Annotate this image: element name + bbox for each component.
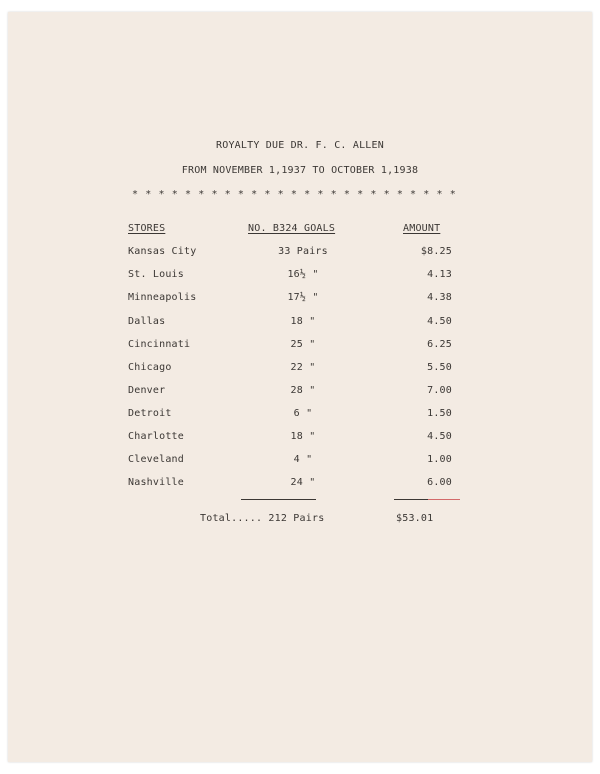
royalty-amount: 1.00 (427, 454, 452, 465)
total-label: Total..... 212 Pairs (200, 513, 325, 524)
star-divider: * * * * * * * * * * * * * * * * * * * * * * * * * (132, 189, 457, 200)
royalty-amount: 6.25 (427, 339, 452, 350)
goal-quantity: 28 " (290, 385, 316, 396)
royalty-amount: 4.13 (427, 269, 452, 280)
store-name: St. Louis (128, 269, 184, 280)
royalty-amount: 4.50 (427, 431, 452, 442)
store-name: Detroit (128, 408, 172, 419)
store-name: Cleveland (128, 454, 184, 465)
total-amount: $53.01 (396, 513, 434, 524)
goal-quantity: 4 " (293, 454, 313, 465)
store-name: Nashville (128, 477, 184, 488)
royalty-amount: 6.00 (427, 477, 452, 488)
royalty-amount: 4.38 (427, 292, 452, 303)
goal-quantity: 18 " (290, 316, 316, 327)
goal-quantity: 17½ " (287, 292, 319, 303)
store-name: Cincinnati (128, 339, 191, 350)
quantity-total-rule (241, 499, 316, 500)
royalty-amount: 4.50 (427, 316, 452, 327)
document-title: ROYALTY DUE DR. F. C. ALLEN (216, 140, 384, 151)
goal-quantity: 16½ " (287, 269, 319, 280)
document-period: FROM NOVEMBER 1,1937 TO OCTOBER 1,1938 (181, 165, 419, 176)
header-goals: NO. B324 GOALS (248, 223, 336, 234)
goal-quantity: 25 " (290, 339, 316, 350)
document-page (8, 12, 592, 762)
store-name: Dallas (128, 316, 166, 327)
goal-quantity: 18 " (290, 431, 316, 442)
amount-total-rule (394, 499, 428, 500)
store-name: Chicago (128, 362, 172, 373)
goal-quantity: 22 " (290, 362, 316, 373)
goal-quantity: 24 " (290, 477, 316, 488)
amount-total-rule-red (428, 499, 460, 500)
royalty-amount: 5.50 (427, 362, 452, 373)
goal-quantity: 33 Pairs (278, 246, 328, 257)
store-name: Kansas City (128, 246, 197, 257)
store-name: Minneapolis (128, 292, 197, 303)
store-name: Denver (128, 385, 166, 396)
header-amount: AMOUNT (403, 223, 441, 234)
royalty-amount: 1.50 (427, 408, 452, 419)
royalty-amount: $8.25 (420, 246, 452, 257)
royalty-amount: 7.00 (427, 385, 452, 396)
header-stores: STORES (128, 223, 166, 234)
store-name: Charlotte (128, 431, 184, 442)
goal-quantity: 6 " (293, 408, 313, 419)
